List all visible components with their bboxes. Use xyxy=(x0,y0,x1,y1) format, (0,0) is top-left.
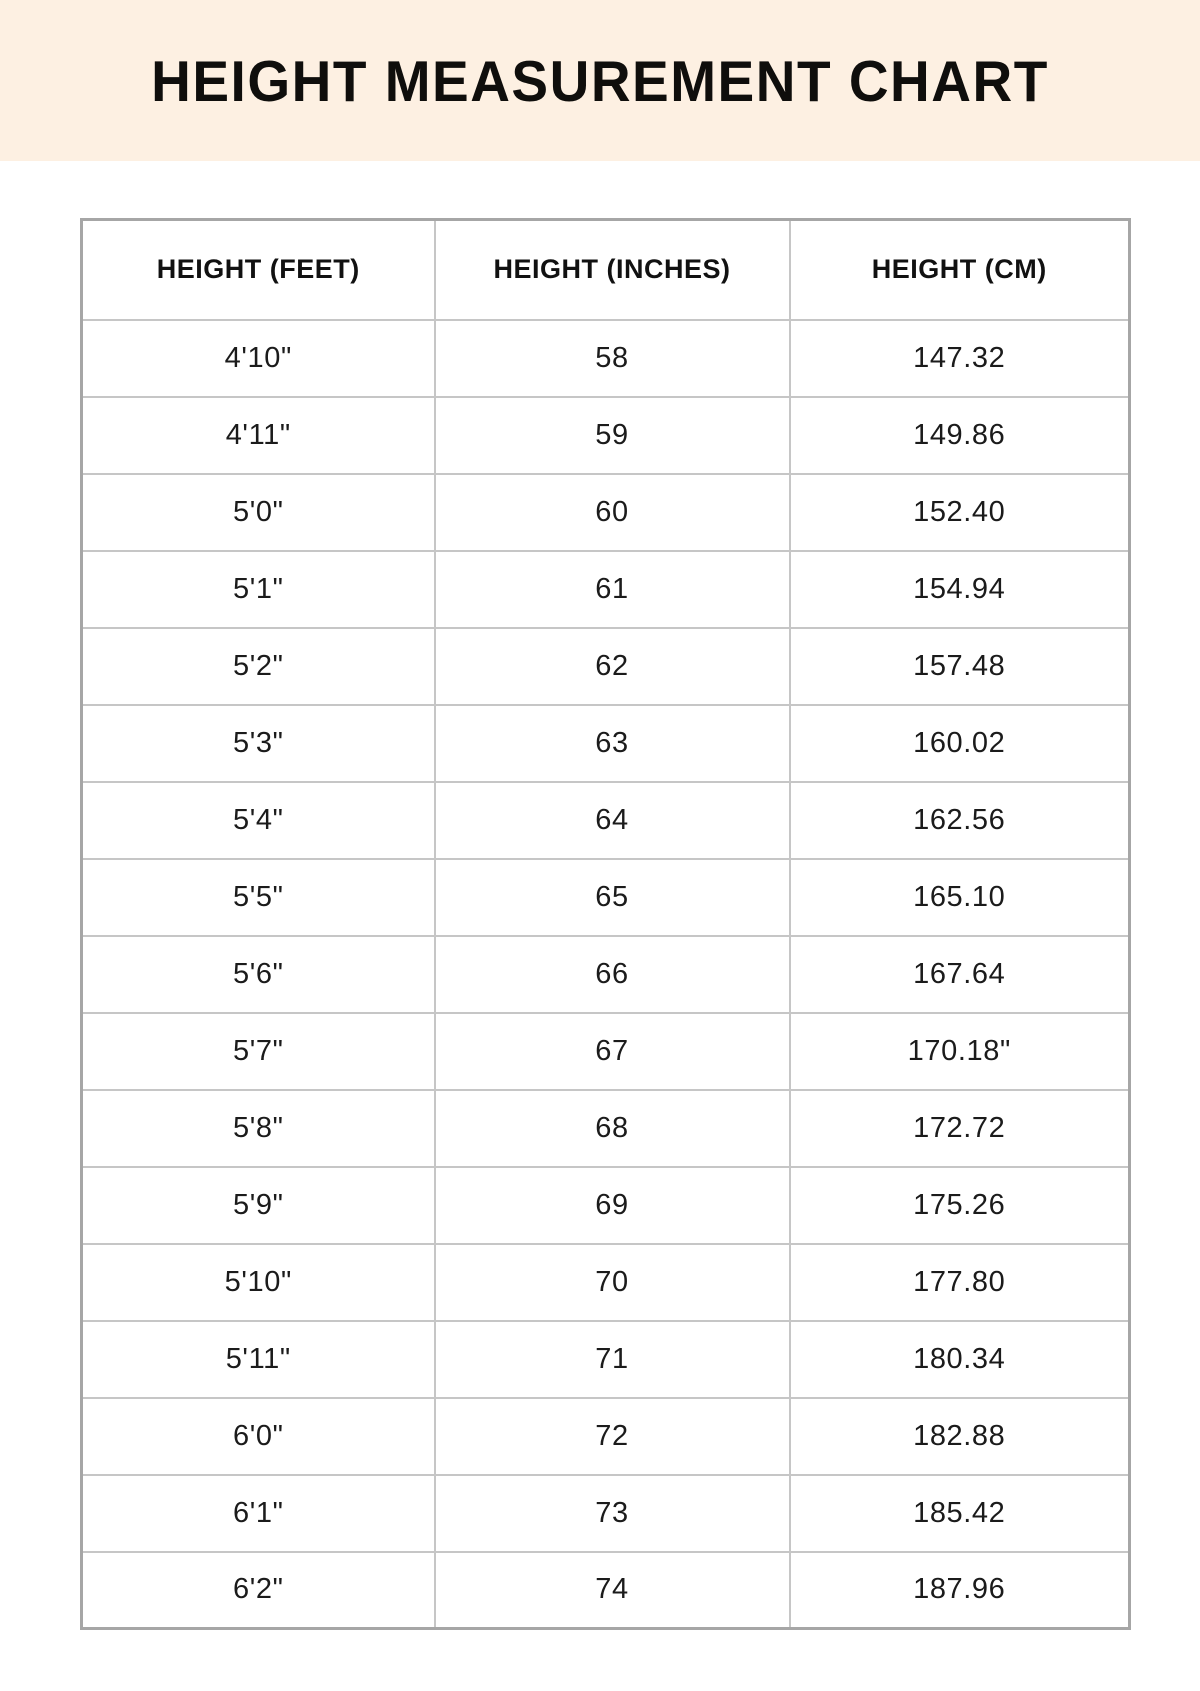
header-cell-inches: HEIGHT (INCHES) xyxy=(435,220,790,320)
table-row xyxy=(82,1475,1130,1552)
cell-cm: 149.86 xyxy=(790,397,1130,474)
page-title: HEIGHT MEASUREMENT CHART xyxy=(151,47,1049,114)
cell-feet: 5'7" xyxy=(82,1013,435,1090)
cell-inches: 72 xyxy=(435,1398,790,1475)
cell-feet: 5'4" xyxy=(82,782,435,859)
cell-inches: 65 xyxy=(435,859,790,936)
cell-feet: 6'2" xyxy=(82,1552,435,1629)
cell-cm: 175.26 xyxy=(790,1167,1130,1244)
cell-inches: 60 xyxy=(435,474,790,551)
cell-inches: 74 xyxy=(435,1552,790,1629)
header-row xyxy=(82,220,1130,320)
cell-cm: 185.42 xyxy=(790,1475,1130,1552)
table-row xyxy=(82,1090,1130,1167)
cell-feet: 5'1" xyxy=(82,551,435,628)
table-row xyxy=(82,1013,1130,1090)
height-table-container xyxy=(80,218,1128,1630)
cell-feet: 5'6" xyxy=(82,936,435,1013)
cell-feet: 5'11" xyxy=(82,1321,435,1398)
cell-inches: 61 xyxy=(435,551,790,628)
cell-cm: 167.64 xyxy=(790,936,1130,1013)
table-header xyxy=(82,220,1130,320)
table-row xyxy=(82,628,1130,705)
cell-cm: 154.94 xyxy=(790,551,1130,628)
cell-feet: 5'9" xyxy=(82,1167,435,1244)
cell-cm: 152.40 xyxy=(790,474,1130,551)
height-conversion-table xyxy=(80,218,1131,1630)
cell-feet: 4'11" xyxy=(82,397,435,474)
cell-cm: 165.10 xyxy=(790,859,1130,936)
cell-inches: 73 xyxy=(435,1475,790,1552)
cell-cm: 182.88 xyxy=(790,1398,1130,1475)
cell-feet: 5'10" xyxy=(82,1244,435,1321)
cell-feet: 5'3" xyxy=(82,705,435,782)
cell-cm: 160.02 xyxy=(790,705,1130,782)
cell-feet: 5'5" xyxy=(82,859,435,936)
header-cell-feet: HEIGHT (FEET) xyxy=(82,220,435,320)
table-row xyxy=(82,859,1130,936)
cell-cm: 162.56 xyxy=(790,782,1130,859)
cell-cm: 180.34 xyxy=(790,1321,1130,1398)
cell-inches: 58 xyxy=(435,320,790,397)
header-cell-cm: HEIGHT (CM) xyxy=(790,220,1130,320)
table-row xyxy=(82,320,1130,397)
cell-cm: 157.48 xyxy=(790,628,1130,705)
cell-inches: 63 xyxy=(435,705,790,782)
table-row xyxy=(82,1398,1130,1475)
table-row xyxy=(82,1321,1130,1398)
table-row xyxy=(82,551,1130,628)
cell-feet: 5'8" xyxy=(82,1090,435,1167)
table-row xyxy=(82,474,1130,551)
cell-inches: 69 xyxy=(435,1167,790,1244)
cell-cm: 147.32 xyxy=(790,320,1130,397)
cell-inches: 71 xyxy=(435,1321,790,1398)
table-row xyxy=(82,936,1130,1013)
cell-feet: 5'2" xyxy=(82,628,435,705)
table-body xyxy=(82,320,1130,1629)
table-row xyxy=(82,1552,1130,1629)
cell-inches: 64 xyxy=(435,782,790,859)
cell-feet: 6'0" xyxy=(82,1398,435,1475)
cell-inches: 59 xyxy=(435,397,790,474)
cell-cm: 172.72 xyxy=(790,1090,1130,1167)
cell-cm: 187.96 xyxy=(790,1552,1130,1629)
cell-inches: 67 xyxy=(435,1013,790,1090)
title-banner xyxy=(0,0,1200,161)
cell-inches: 66 xyxy=(435,936,790,1013)
cell-feet: 4'10" xyxy=(82,320,435,397)
table-row xyxy=(82,782,1130,859)
table-row xyxy=(82,1244,1130,1321)
table-row xyxy=(82,397,1130,474)
cell-inches: 68 xyxy=(435,1090,790,1167)
cell-inches: 70 xyxy=(435,1244,790,1321)
cell-cm: 177.80 xyxy=(790,1244,1130,1321)
cell-feet: 5'0" xyxy=(82,474,435,551)
cell-feet: 6'1" xyxy=(82,1475,435,1552)
table-row xyxy=(82,705,1130,782)
cell-cm: 170.18" xyxy=(790,1013,1130,1090)
cell-inches: 62 xyxy=(435,628,790,705)
table-row xyxy=(82,1167,1130,1244)
